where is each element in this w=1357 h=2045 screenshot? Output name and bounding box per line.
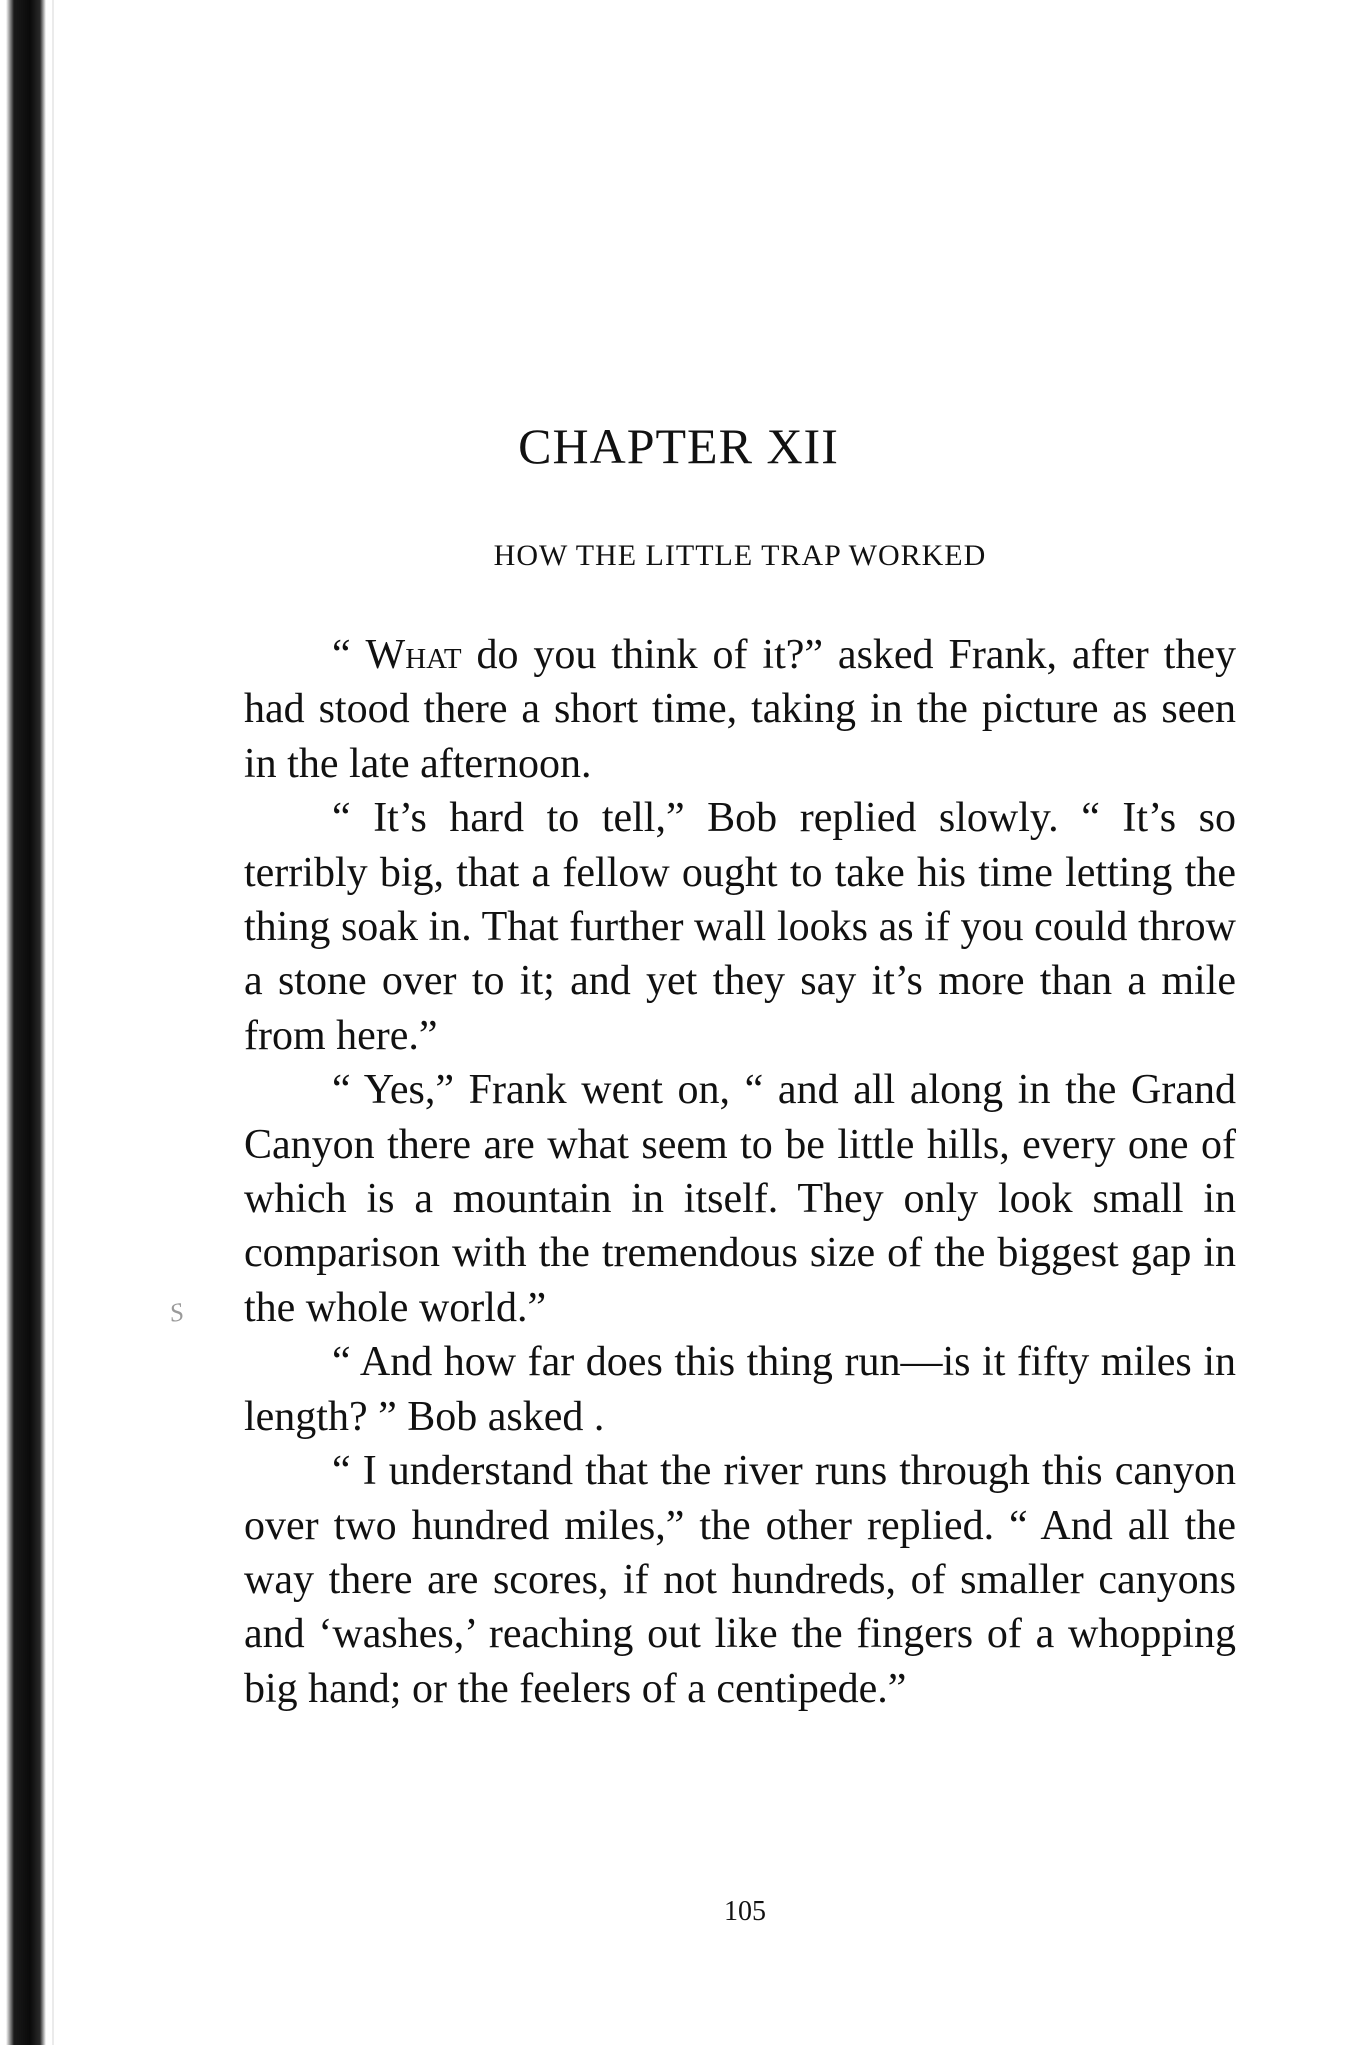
- chapter-title: CHAPTER XII: [518, 418, 839, 474]
- paragraph-3: “ Yes,” Frank went on, “ and all along in the Grand Canyon there are what seem to be little hills, every one of which is a mountain in itself. They only look small in comparison with the tremendous size of the biggest gap in the whole world.”: [244, 1067, 1236, 1331]
- body-text: [244, 628, 1236, 1716]
- page-gutter: [52, 0, 54, 2045]
- paragraph-4: “ And how far does this thing run—is it fifty miles in length? ” Bob asked .: [244, 1339, 1236, 1440]
- opening-quote: “: [332, 632, 366, 678]
- chapter-subtitle: HOW THE LITTLE TRAP WORKED: [493, 539, 987, 572]
- page-number: 105: [724, 1896, 766, 1927]
- paragraph-2: “ It’s hard to tell,” Bob replied slowly. “ It’s so terribly big, that a fellow ought to take his time letting the thing soak in. That further wall looks as if you could throw a stone over to it; and yet they say it’s more than a mile from here.”: [244, 795, 1236, 1059]
- book-binding-shadow: [0, 0, 46, 2045]
- margin-mark: S: [167, 1297, 186, 1328]
- paragraph-1-text: do you think of it?” asked Frank, after they had stood there a short time, taking in the picture as seen in the late afternoon.: [244, 632, 1236, 787]
- paragraph-1: [244, 628, 1236, 791]
- opening-word: What: [365, 632, 462, 678]
- paragraph-5: “ I understand that the river runs through this canyon over two hundred miles,” the other replied. “ And all the way there are scores, if not hundreds, of smaller canyons and ‘washes,’ reaching out like the fingers of a whopping big hand; or the feelers of a centipede.”: [244, 1448, 1236, 1712]
